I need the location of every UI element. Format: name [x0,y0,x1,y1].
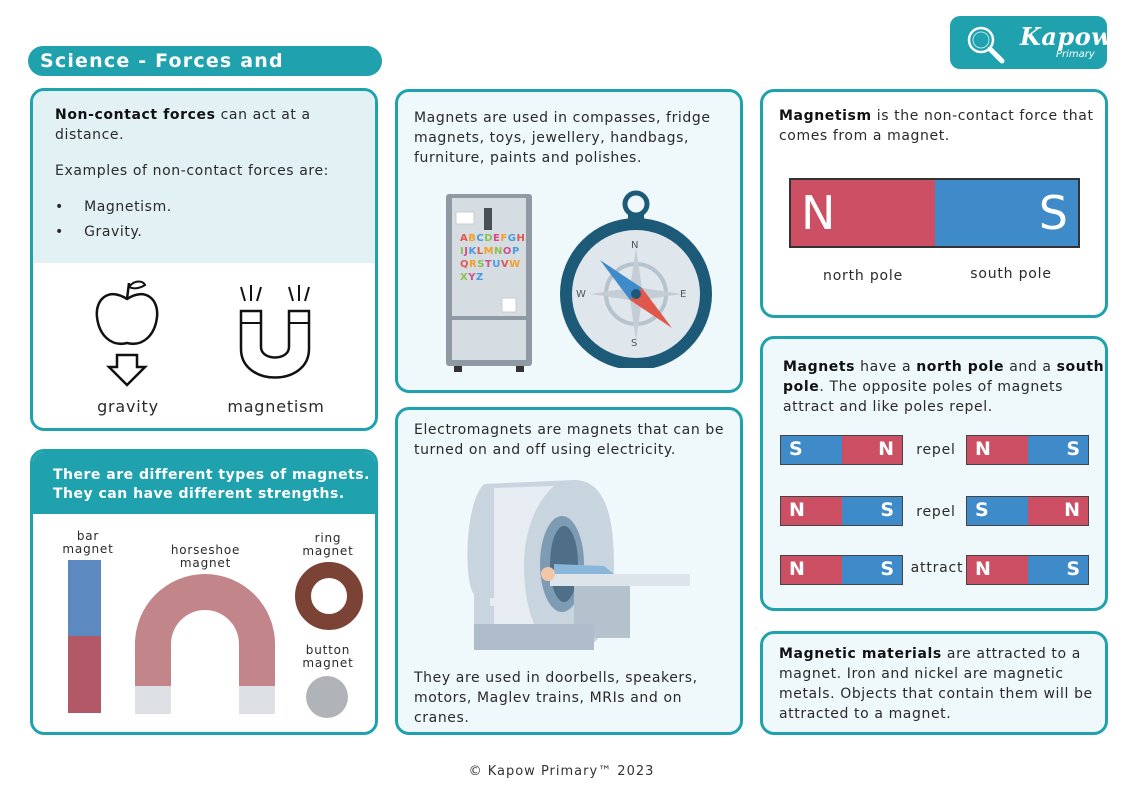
materials-panel [760,631,1108,735]
compass-e: E [680,289,687,300]
button-magnet-image [306,676,348,718]
pole-magnet-left-2: N S [780,496,903,526]
north-pole-block: N [791,180,935,246]
pole-magnet-left-3: N S [780,555,903,585]
forces-intro: Non-contact forces can act at a distance. [55,107,311,143]
electromagnet-panel [395,407,743,735]
south-pole-block: S [935,180,1079,246]
compass-n: N [631,240,639,251]
bar-magnet-south [68,560,101,636]
pole-magnet-right-2: S N [966,496,1089,526]
electromagnet-uses: They are used in doorbells, speakers, motors, Maglev trains, MRIs and on cranes. [414,670,698,726]
poles-panel [760,336,1108,611]
page-title: Science - Forces and [28,46,382,76]
north-pole-label: north pole [823,268,903,284]
forces-examples: Examples of non-contact forces are: [55,163,329,179]
bar-magnet-label: bar magnet [62,529,114,556]
pole-relation-3: attract [910,560,964,576]
horseshoe-magnet-image [133,572,278,717]
bar-magnet-diagram [789,178,1080,248]
apple-gravity-icon [89,277,169,389]
types-heading: There are different types of magnets. They can have different strengths. [53,467,370,502]
magnifier-icon [964,24,1010,64]
uses-text: Magnets are used in compasses, fridge magnets, toys, jewellery, handbags, furniture, paints and polishes. [414,110,711,166]
pole-magnet-right-1: N S [966,435,1089,465]
logo-sub: Primary [1056,49,1095,60]
horseshoe-magnet-label: horseshoe magnet [170,543,241,570]
pole-relation-2: repel [916,504,956,520]
pole-magnet-right-3: N S [966,555,1089,585]
uses-panel [395,89,743,393]
magnetism-panel [760,89,1108,318]
forces-panel [30,88,378,431]
compass-s: S [631,338,638,349]
button-magnet-label: button magnet [302,643,354,670]
kapow-logo [950,16,1113,69]
horseshoe-magnetism-icon [233,277,319,389]
mri-machine-image [454,474,698,656]
forces-list-item: • Magnetism. [55,199,172,215]
gravity-label: gravity [97,397,159,416]
magnetism-text: Magnetism is the non-contact force that comes from a magnet. [779,108,1094,144]
types-panel [30,449,378,735]
logo-word: Kapow [1020,22,1113,51]
ring-magnet-label: ring magnet [302,531,354,558]
materials-text: Magnetic materials are attracted to a magnet. Iron and nickel are magnetic metals. Objects that contain them will be attracted to a magnet. [779,646,1093,722]
ring-magnet-image [293,560,365,632]
poles-text: Magnets have a north pole and a south pole. The opposite poles of magnets attract and like poles repel. [783,359,1105,415]
compass-w: W [576,289,586,300]
copyright-footer: © Kapow Primary™ 2023 [468,764,655,779]
forces-list-item: • Gravity. [55,224,143,240]
south-pole-label: south pole [970,266,1052,282]
fridge-letters: ABCDEFGHIJKLMNOPQRSTUVWXYZ [460,233,526,283]
pole-magnet-left-1: S N [780,435,903,465]
electromagnet-text: Electromagnets are magnets that can be turned on and off using electricity. [414,422,725,458]
pole-relation-1: repel [916,442,956,458]
bar-magnet-north [68,636,101,713]
magnetism-label: magnetism [227,397,325,416]
